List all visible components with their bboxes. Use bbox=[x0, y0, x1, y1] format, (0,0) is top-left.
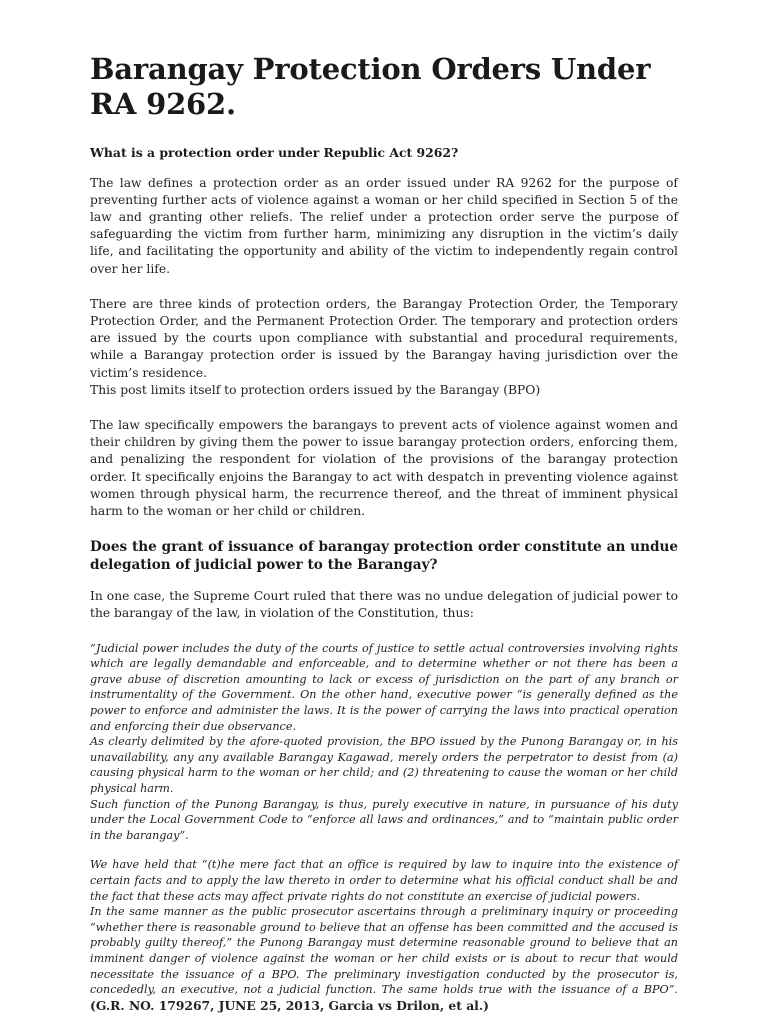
quote-paragraph: “Judicial power includes the duty of the courts of justice to settle actual controversies involving rights which are legally demandable and enforceable, and to determine whether or not there has been a grave abuse of discretion amounting to lack or excess of jurisdiction on the part of any branch or instrumentality of the Government. On the other hand, executive power “is generally defined as the power to enforce and administer the laws. It is the power of carrying the laws into practical operation and enforcing their due observance. bbox=[90, 641, 678, 733]
question-heading-2: Does the grant of issuance of barangay protection order constitute an undue delegation of judicial power to the Barangay? bbox=[90, 539, 678, 574]
paragraph-ruling: In one case, the Supreme Court ruled that there was no undue delegation of judicial power to the barangay of the law, in violation of the Constitution, thus: bbox=[90, 589, 678, 621]
quote-paragraph: Such function of the Punong Barangay, is thus, purely executive in nature, in pursuance of his duty under the Local Government Code to “enforce all laws and ordinances,” and to “maintain public order in the barangay”. bbox=[90, 797, 678, 842]
case-citation: (G.R. NO. 179267, JUNE 25, 2013, Garcia vs Drilon, et al.) bbox=[90, 997, 489, 1013]
quote-paragraph-final bbox=[90, 904, 678, 1014]
quote-paragraph: As clearly delimited by the afore-quoted provision, the BPO issued by the Punong Barangay or, in his unavailability, any any available Barangay Kagawad, merely orders the perpetrator to desist from (a) causing physical harm to the woman or her child; and (2) threatening to cause the woman or her child physical harm. bbox=[90, 735, 678, 795]
paragraph-scope: This post limits itself to protection orders issued by the Barangay (BPO) bbox=[90, 382, 541, 397]
quote-block-1 bbox=[90, 641, 678, 844]
quote-text: In the same manner as the public prosecutor ascertains through a preliminary inquiry or proceeding “whether there is reasonable ground to believe that an offense has been committed and the accused is probably guilty thereof,” the Punong Barangay must determine reasonable ground to believe that an imminent danger of violence against the woman or her child exists or is about to recur that would necessitate the issuance of a BPO. The preliminary investigation conducted by the prosecutor is, concededly, an executive, not a judicial function. The same holds true with the issuance of a BPO”. bbox=[90, 905, 678, 997]
paragraph-definition: The law defines a protection order as an order issued under RA 9262 for the purpose of preventing further acts of violence against a woman or her child specified in Section 5 of the law and granting other reliefs. The relief under a protection order serve the purpose of safeguarding the victim from further harm, minimizing any disruption in the victim’s daily life, and facilitating the opportunity and ability of the victim to independently regain control over her life. bbox=[90, 175, 678, 276]
paragraph-empowerment: The law specifically empowers the barangays to prevent acts of violence against women and their children by giving them the power to issue barangay protection orders, enforcing them, and penalizing the respondent for violation of the provisions of the barangay protection order. It specifically enjoins the Barangay to act with despatch in preventing violence against women through physical harm, the recurrence thereof, and the threat of imminent physical harm to the woman or her child or children. bbox=[90, 418, 678, 519]
quote-block-2 bbox=[90, 857, 678, 1014]
quote-paragraph: We have held that “(t)he mere fact that an office is required by law to inquire into the existence of certain facts and to apply the law thereto in order to determine what his official conduct shall be and the fact that these acts may affect private rights do not constitute an exercise of judicial powers. bbox=[90, 858, 678, 903]
question-heading-1: What is a protection order under Republic Act 9262? bbox=[90, 144, 459, 160]
paragraph-kinds: There are three kinds of protection orders, the Barangay Protection Order, the Temporary Protection Order, and the Permanent Protection Order. The temporary and protection orders are issued by the courts upon compliance with substantial and procedural requirements, while a Barangay protection order is issued by the Barangay having jurisdiction over the victim’s residence. bbox=[90, 296, 678, 380]
page-title: Barangay Protection Orders Under RA 9262. bbox=[90, 52, 651, 121]
